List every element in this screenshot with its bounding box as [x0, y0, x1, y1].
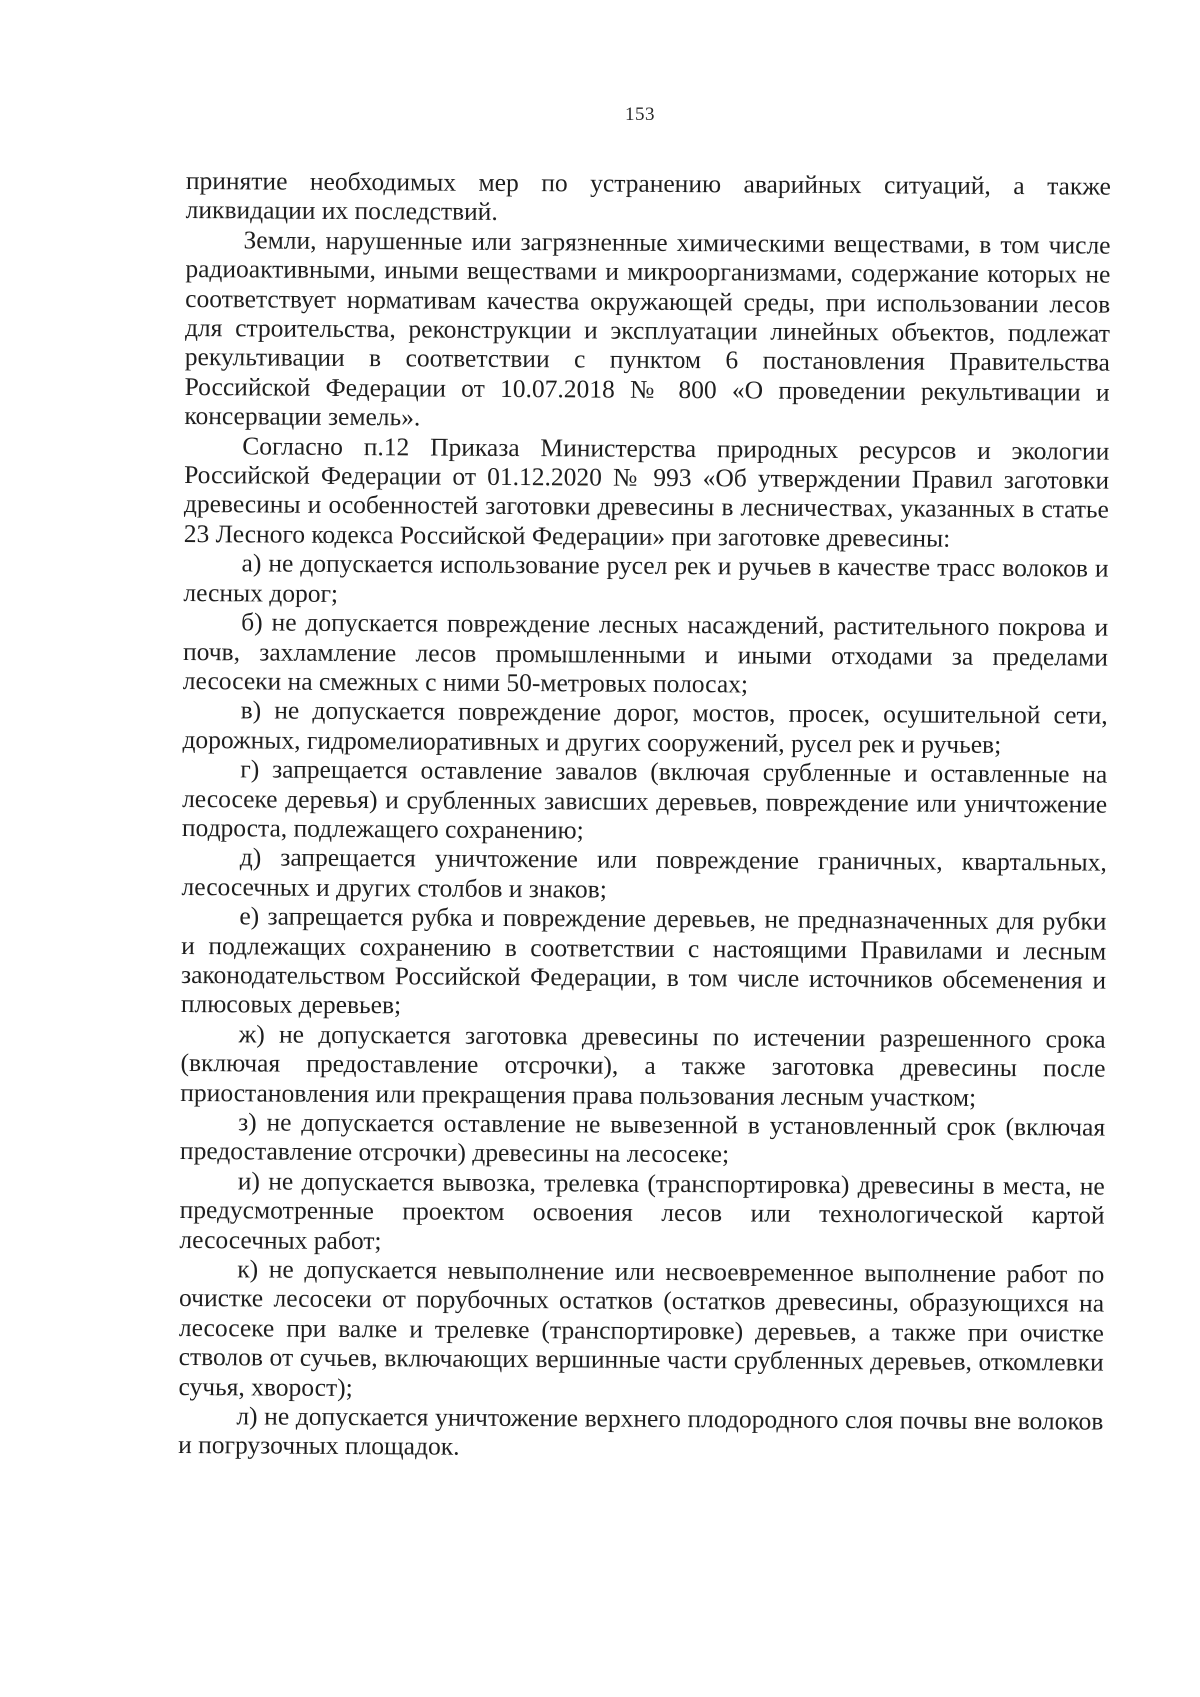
page-number: 153 — [625, 104, 655, 125]
list-item-b: б) не допускается повреждение лесных насаждений, растительного покрова и почв, захламление лесов промышленными и иными отходами за пределами лесосеки на смежных с ними 50-метровых полосах; — [182, 607, 1109, 699]
list-item-l: л) не допускается уничтожение верхнего плодородного слоя почвы вне волоков и погрузочных площадок. — [178, 1401, 1104, 1462]
list-item-d: д) запрещается уничтожение или повреждение граничных, квартальных, лесосечных и других столбов и знаков; — [181, 842, 1107, 904]
list-item-z: з) не допускается оставление не вывезенной в установленный срок (включая предоставление отсрочки) древесины на лесосеке; — [179, 1107, 1106, 1169]
paragraph-land-reclamation: Земли, нарушенные или загрязненные химическими веществами, в том числе радиоактивными, иными веществами и микроорганизмами, содержание которых не соответствует нормативам качества окружающей среды, при использовании лесов для строительства, реконструкции и эксплуатации линейных объектов, подлежат рекультивации в соответствии с пунктом 6 постановления Правительства Российской Федерации от 10.07.2018 № 800 «О проведении рекультивации и консервации земель». — [184, 225, 1111, 432]
paragraph-continuation: принятие необходимых мер по устранению аварийных ситуаций, а также ликвидации их последствий. — [185, 166, 1111, 227]
list-item-v: в) не допускается повреждение дорог, мостов, просек, осушительной сети, дорожных, гидромелиоративных и других сооружений, русел рек и ручьев; — [182, 695, 1108, 759]
list-item-zh: ж) не допускается заготовка древесины по истечении разрешенного срока (включая предоставление отсрочки), а также заготовка древесины после приостановления или прекращения права пользования лесным участком; — [180, 1019, 1106, 1112]
paragraph-order-reference: Согласно п.12 Приказа Министерства природных ресурсов и экологии Российской Федерации от 01.12.2020 № 993 «Об утверждении Правил заготовки древесины и особенностей заготовки древесины в лесничествах, указанных в статье 23 Лесного кодекса Российской Федерации» при заготовке древесины: — [183, 431, 1110, 553]
list-item-g: г) запрещается оставление завалов (включая срубленные и оставленные на лесосеке деревья) и срубленных зависших деревьев, повреждение или уничтожение подроста, подлежащего сохранению; — [181, 754, 1108, 845]
document-body — [178, 166, 1111, 1466]
list-item-k: к) не допускается невыполнение или несвоевременное выполнение работ по очистке лесосеки от порубочных остатков (остатков древесины, образующихся на лесосеке при валке и трелевке (транспортировке) деревьев, а также при очистке стволов от сучьев, включающих вершинные части срубленных деревьев, откомлевки сучья, хворост); — [178, 1254, 1105, 1402]
list-item-i: и) не допускается вывозка, трелевка (транспортировка) древесины в места, не предусмотренные проектом освоения лесов или технологической картой лесосечных работ; — [179, 1166, 1105, 1255]
list-item-e: е) запрещается рубка и повреждение деревьев, не предназначенных для рубки и подлежащих сохранению в соответствии с настоящими Правилами и лесным законодательством Российской Федерации, в том числе источников обсеменения и плюсовых деревьев; — [180, 901, 1107, 1020]
list-item-a: а) не допускается использование русел рек и ручьев в качестве трасс волоков и лесных дорог; — [183, 548, 1109, 608]
